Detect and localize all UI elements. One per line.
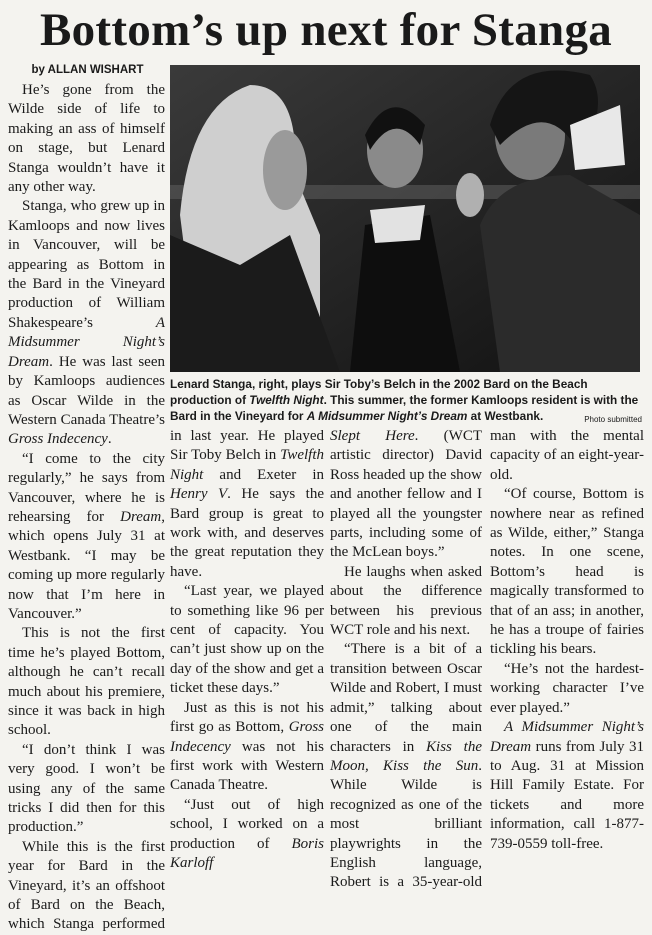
article-photo: [170, 65, 640, 372]
italic-title-text: Dream: [120, 508, 162, 525]
byline: by ALLAN WISHART: [31, 64, 144, 76]
paragraph-text: “I don’t think I was very good. I won’t be using any of the same tricks I did then for this production.”: [8, 741, 165, 836]
italic-title-text: Boris Karloff: [170, 835, 324, 871]
article-column-1: [8, 81, 165, 935]
article-column-3: [330, 427, 482, 893]
paragraph-text: Stanga, who grew up in Kamloops and now lives in Vancouver, will be appearing as Bottom in the Bard in the Vineyard production of William Shakespeare’s: [8, 198, 165, 331]
photo-credit: Photo submitted: [584, 415, 642, 424]
paragraph-text: . He was last seen by Kamloops audiences as Oscar Wilde in the Western Canada Theatre’s: [8, 353, 165, 428]
paragraph-text: .: [107, 431, 112, 448]
paragraph-text: . He says the Bard group is great to work with, and deserves the great reputation they have.: [170, 486, 324, 580]
paragraph-text: Just as this is not his first go as Bottom,: [170, 699, 324, 736]
paragraph-text: was not his first work with Western Canada Theatre.: [170, 738, 324, 794]
paragraph-text: “There is a bit of a transition between Oscar Wilde and Robert, I must admit,” talking about one of the main characters in: [330, 641, 482, 755]
italic-title-text: Kiss the Moon, Kiss the Sun: [330, 738, 482, 774]
caption-segment: at Westbank.: [467, 409, 544, 423]
article-paragraph: [170, 427, 324, 582]
article-paragraph: [8, 81, 165, 197]
article-paragraph: [490, 427, 644, 485]
paragraph-text: man with the mental capacity of an eight-year-old.: [490, 428, 644, 483]
italic-title-text: Twelfth Night: [170, 447, 324, 483]
paragraph-text: This is not the first time he’s played Bottom, although he can’t recall much about his premiere, since it was back in high school.: [8, 625, 165, 739]
article-paragraph: [330, 563, 482, 641]
paragraph-text: He’s gone from the Wilde side of life to making an ass of himself on stage, but Lenard Stanga wouldn’t have it any other way.: [8, 82, 165, 196]
caption-segment: . This summer, the former Kamloops resident is with the Bard in the Vineyard for: [170, 393, 639, 423]
paragraph-text: “I come to the city regularly,” he says from Vancouver, where he is rehearsing for: [8, 450, 165, 525]
italic-title-text: Gross Indecency: [8, 431, 108, 448]
paragraph-text: He laughs when asked about the difference between his previous WCT role and his next.: [330, 563, 482, 639]
italic-title-text: A Midsummer Night’s Dream: [8, 314, 165, 370]
article-paragraph: [330, 640, 482, 892]
paragraph-text: “Of course, Bottom is nowhere near as refined as Wilde, either,” Stanga notes. In one scene, Bottom’s head is magically transformed to that of an ass; in another, he has a troupe of fairies tickling his bears.: [490, 486, 644, 658]
paragraph-text: , which opens July 31 at Westbank. “I may be coming up more regularly now that I’m here in Vancouver.”: [8, 508, 165, 622]
paragraph-text: While this is the first year for Bard in the Vineyard, it’s an offshoot of Bard on the Beach, which Stanga performed: [8, 838, 165, 933]
italic-title-text: Slept Here: [330, 428, 415, 444]
article-paragraph: [170, 699, 324, 796]
paragraph-text: . (WCT artistic director) David Ross headed up the show and another fellow and I played all the youngster parts, including some of the McLean boys.”: [330, 428, 482, 561]
article-paragraph: [8, 450, 165, 625]
article-paragraph: [8, 741, 165, 838]
article-column-4: [490, 427, 644, 854]
caption-segment: A Midsummer Night’s Dream: [306, 409, 468, 423]
italic-title-text: Henry V: [170, 486, 228, 503]
paragraph-text: runs from July 31 to Aug. 31 at Mission Hill Family Estate. For tickets and more information, call 1-877-739-0559 toll-free.: [490, 738, 644, 852]
article-paragraph: [8, 197, 165, 449]
article-paragraph: [170, 796, 324, 874]
caption-segment: Twelfth Night: [249, 393, 324, 407]
article-paragraph: [8, 624, 165, 740]
paragraph-text: and Exeter in: [203, 466, 324, 483]
article-paragraph: [490, 485, 644, 660]
paragraph-text: “Just out of high school, I worked on a production of: [170, 796, 324, 852]
article-paragraph: [8, 838, 165, 935]
paragraph-text: . While Wilde is recognized as one of the most brilliant playwrights in the English language, Robert is a 35-year-old: [330, 757, 482, 891]
article-paragraph: [490, 718, 644, 854]
paragraph-text: “Last year, we played to something like 96 per cent of capacity. You can’t just show up on the day of the show and get a ticket these days.”: [170, 583, 324, 697]
article-column-2: [170, 427, 324, 873]
paragraph-text: in last year. He played Sir Toby Belch in: [170, 428, 324, 464]
italic-title-text: Gross Indecency: [170, 719, 324, 755]
italic-title-text: A Midsummer Night’s Dream: [490, 719, 644, 755]
paragraph-text: “He’s not the hardest-working character I’ve ever played.”: [490, 660, 644, 716]
article-paragraph: [490, 660, 644, 718]
photo-caption: [170, 376, 642, 424]
article-paragraph: [170, 582, 324, 698]
caption-segment: Lenard Stanga, right, plays Sir Toby’s Belch in the 2002 Bard on the Beach production of: [170, 377, 588, 407]
article-paragraph: [330, 427, 482, 563]
headline: Bottom’s up next for Stanga: [39, 4, 613, 56]
photo-image: [170, 65, 640, 372]
